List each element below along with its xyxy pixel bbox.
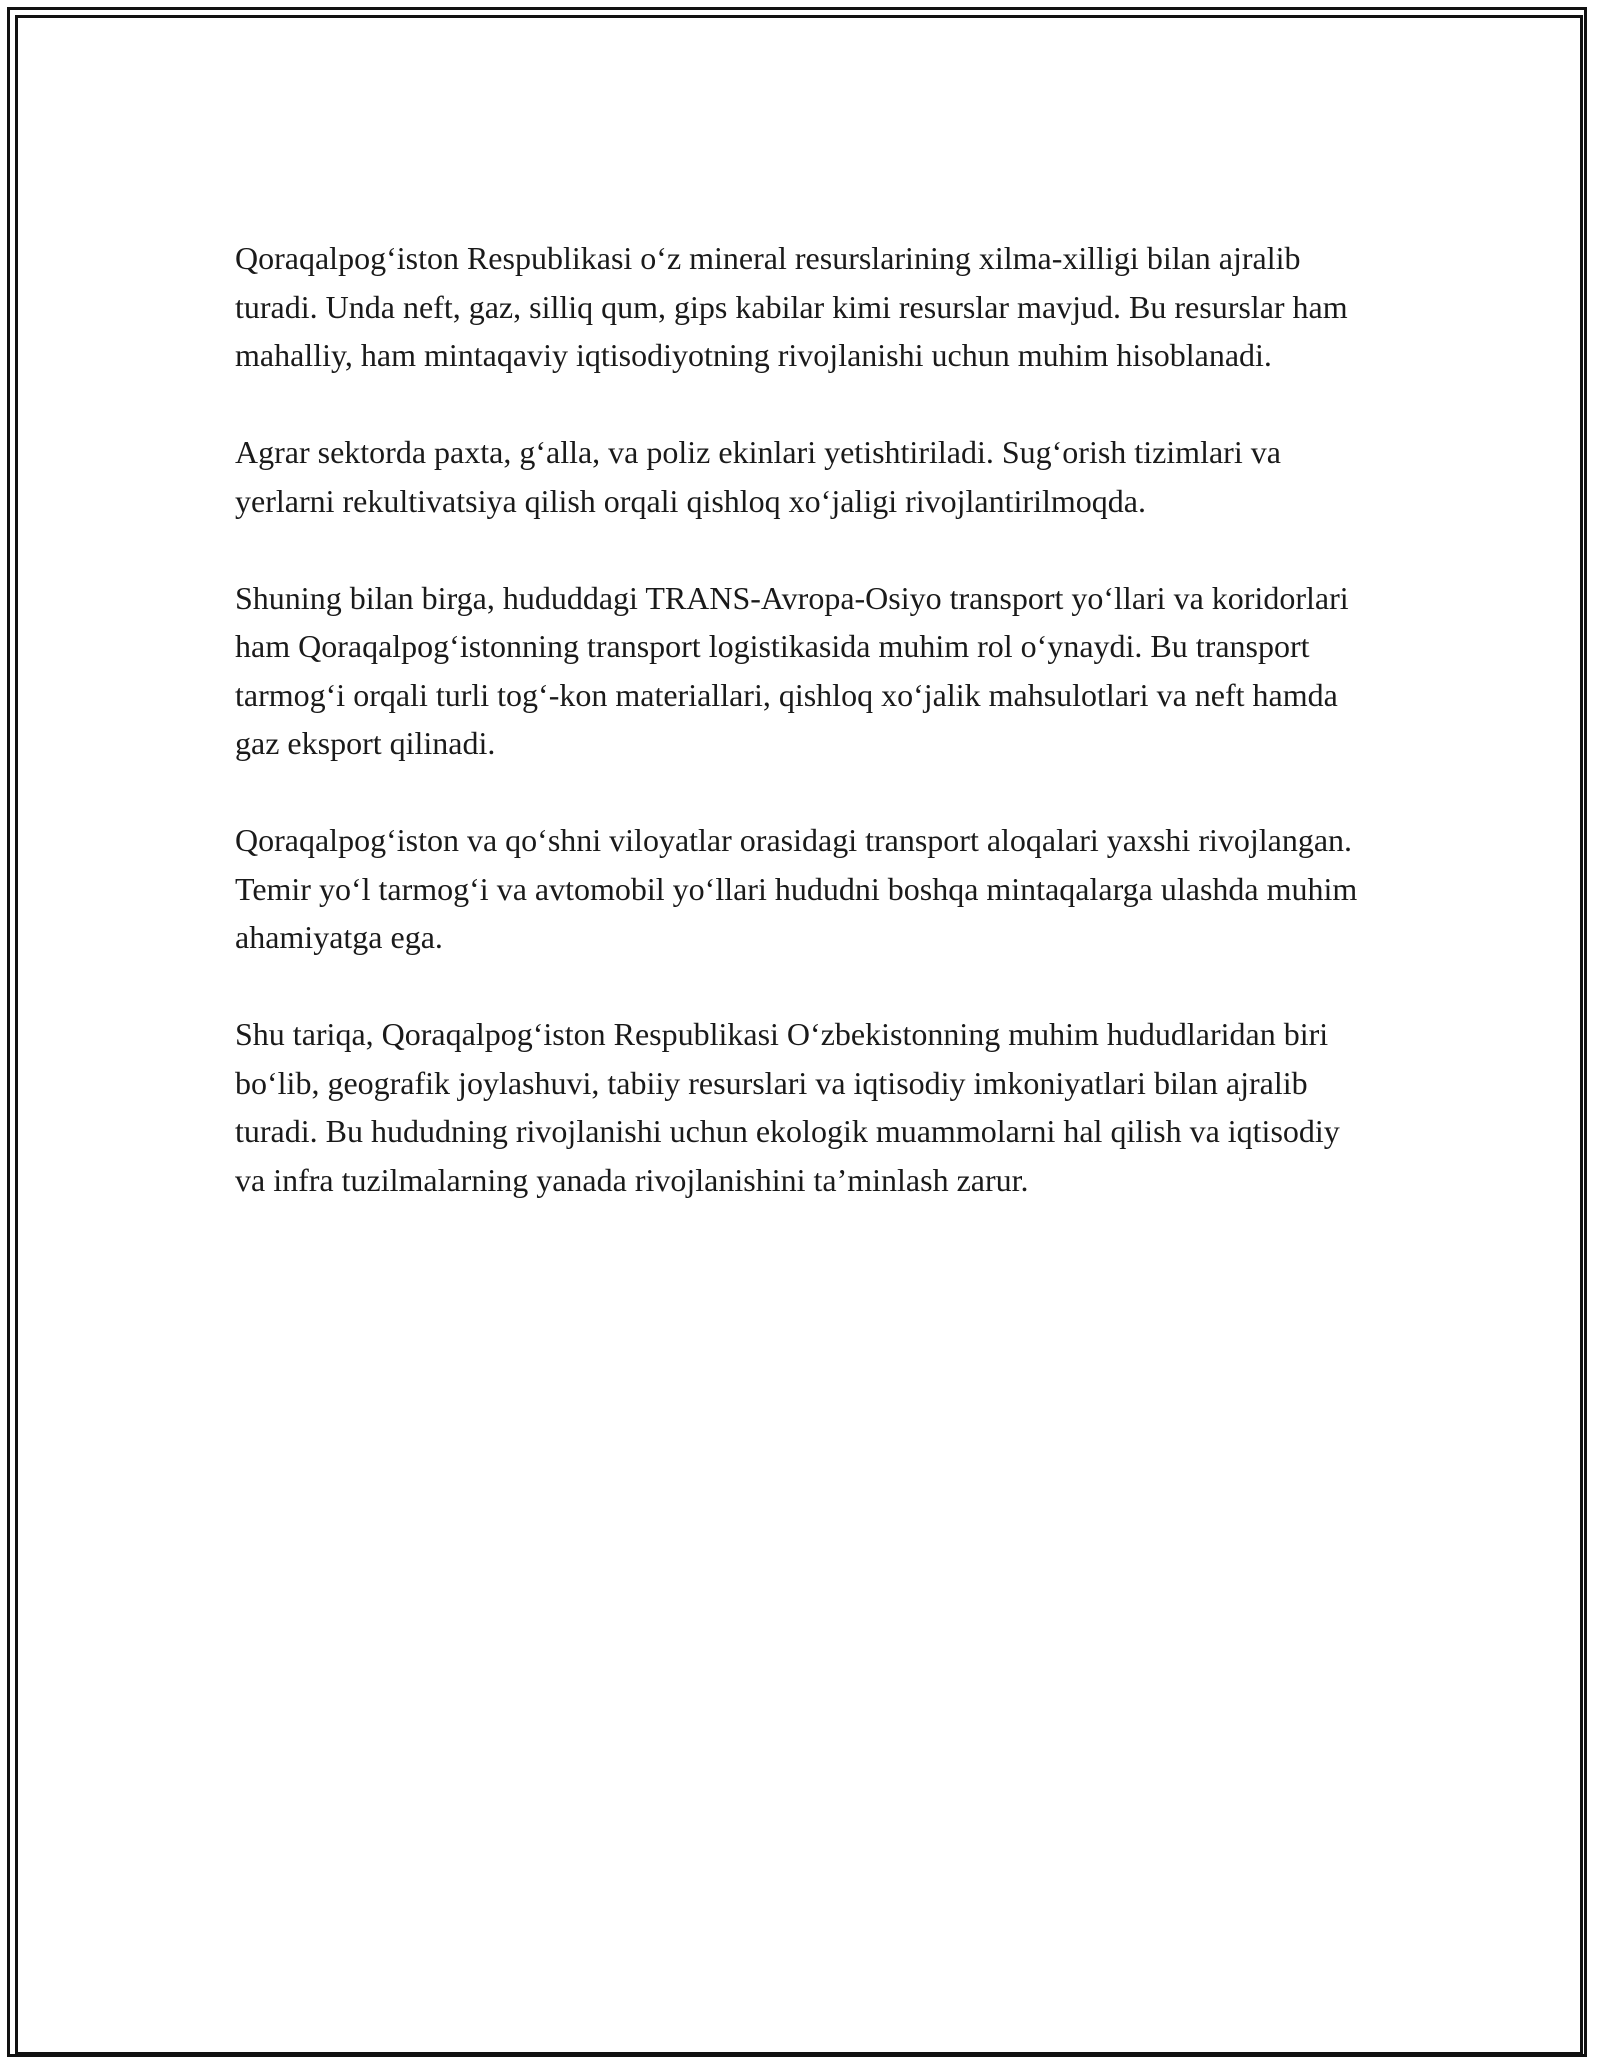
paragraph-mineral-resources: Qoraqalpog‘iston Respublikasi o‘z mineral resurslarining xilma-xilligi bilan ajralib turadi. Unda neft, gaz, silliq qum, gips kabilar kimi resurslar mavjud. Bu resurslar ham mahalliy, ham mintaqaviy iqtisodiyotning rivojlanishi uchun muhim hisoblanadi. (235, 240, 1348, 373)
paragraph-transport-corridors: Shuning bilan birga, hududdagi TRANS-Avropa-Osiyo transport yo‘llari va koridorlari ham Qoraqalpog‘istonning transport logistikasida muhim rol o‘ynaydi. Bu transport tarmog‘i orqali turli tog‘-kon materiallari, qishloq xo‘jalik mahsulotlari va neft hamda gaz eksport qilinadi. (235, 579, 1349, 761)
document-body (235, 234, 1365, 1204)
paragraph-agrarian-sector: Agrar sektorda paxta, g‘alla, va poliz ekinlari yetishtiriladi. Sug‘orish tizimlari va yerlarni rekultivatsiya qilish orqali qishloq xo‘jaligi rivojlantirilmoqda. (235, 434, 1281, 519)
paragraph-regional-connections: Qoraqalpog‘iston va qo‘shni viloyatlar orasidagi transport aloqalari yaxshi rivojlangan. Temir yo‘l tarmog‘i va avtomobil yo‘llari hududni boshqa mintaqalarga ulashda muhim ahamiyatga ega. (235, 822, 1358, 955)
paragraph-conclusion: Shu tariqa, Qoraqalpog‘iston Respublikasi O‘zbekistonning muhim hududlaridan biri bo‘lib, geografik joylashuvi, tabiiy resurslari va iqtisodiy imkoniyatlari bilan ajralib turadi. Bu hududning rivojlanishi uchun ekologik muammolarni hal qilish va iqtisodiy va infra tuzilmalarning yanada rivojlanishini ta’minlash zarur. (235, 1016, 1340, 1198)
